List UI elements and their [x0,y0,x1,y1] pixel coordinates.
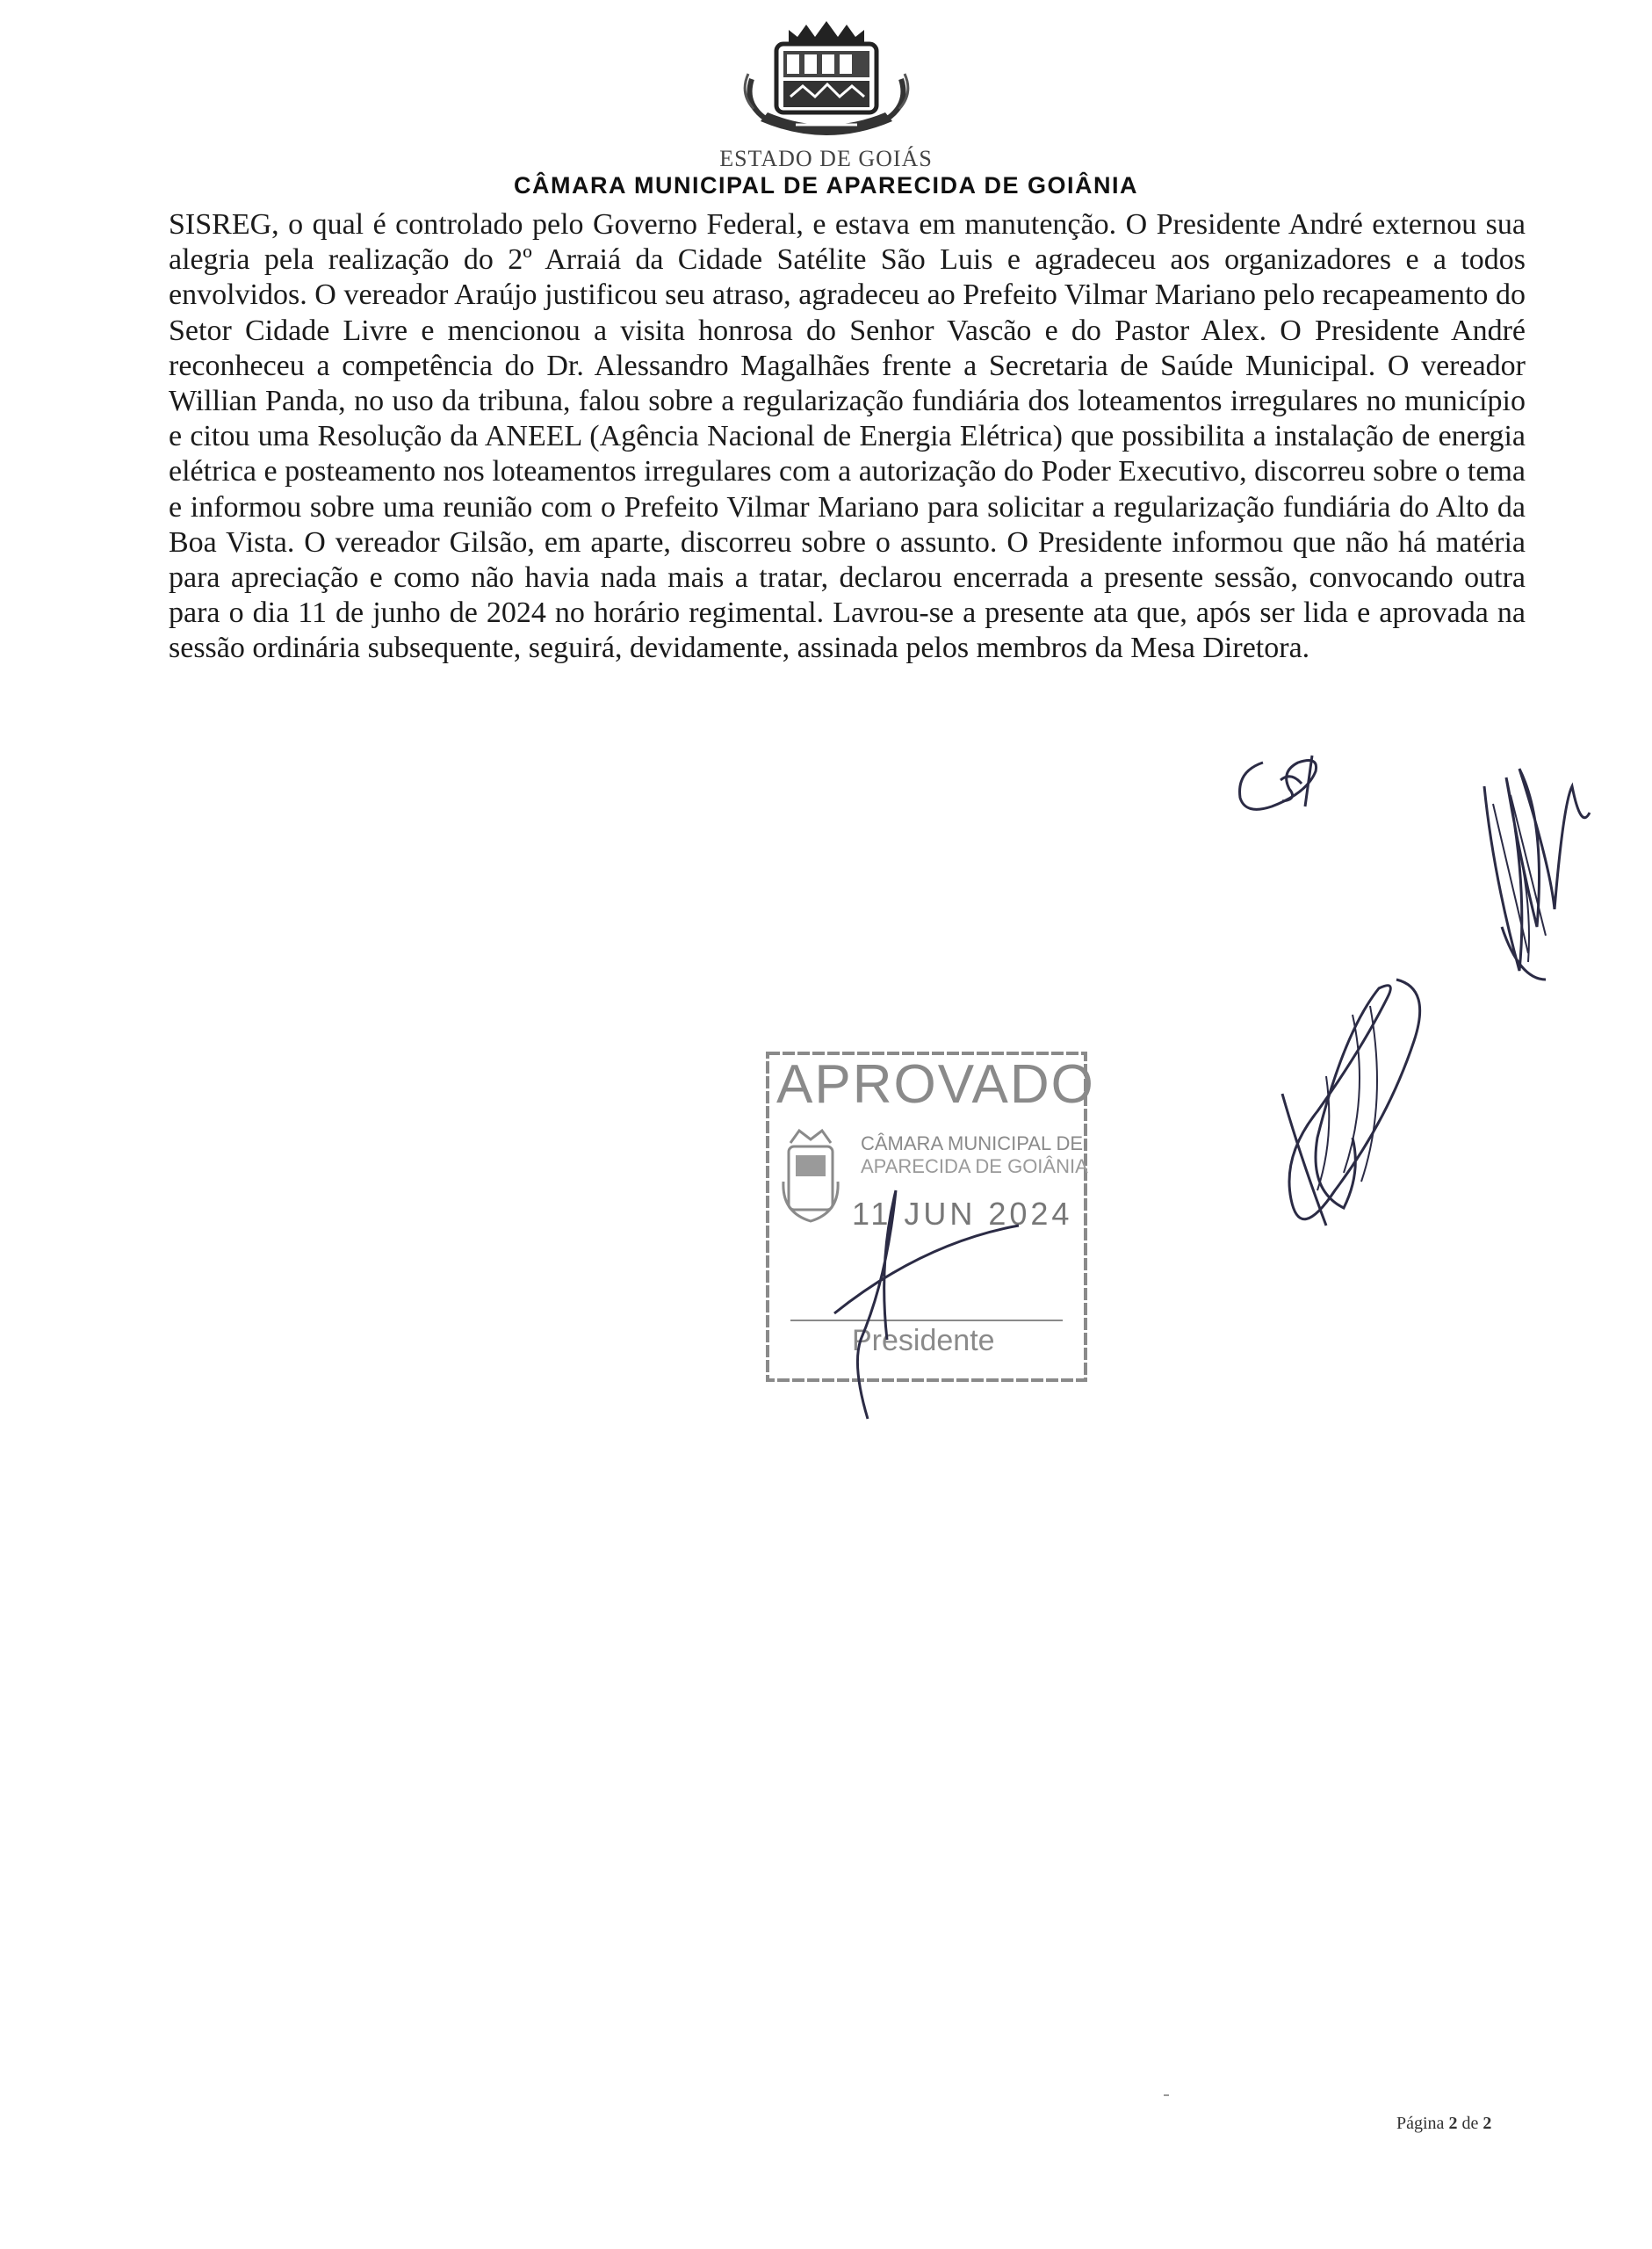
page-current: 2 [1448,2114,1458,2133]
stamp-org-line2: APARECIDA DE GOIÂNIA [861,1155,1088,1177]
signature-3 [1265,962,1440,1252]
chamber-name: CÂMARA MUNICIPAL DE APARECIDA DE GOIÂNIA [513,172,1138,199]
coat-of-arms-icon [734,18,919,149]
signature-2 [1467,751,1598,988]
signature-1 [1228,745,1333,824]
president-signature [764,1050,1089,1384]
stamp-title: APROVADO [776,1054,1095,1115]
stamp-org-line1: CÂMARA MUNICIPAL DE [861,1132,1084,1154]
approval-stamp [764,1050,1095,1384]
page-label: Página [1396,2114,1445,2133]
page-number [1396,2114,1491,2134]
scan-dot [1164,2094,1169,2096]
stamp-role: Presidente [852,1324,995,1357]
state-name: ESTADO DE GOIÁS [719,146,933,171]
stamp-date: 11 JUN 2024 [852,1196,1073,1232]
page-total: 2 [1482,2114,1492,2133]
page-sep: de [1461,2114,1479,2133]
minutes-body-text: SISREG, o qual é controlado pelo Governo Federal, e estava em manutenção. O Presidente André externou sua alegria pela realização do 2º Arraiá da Cidade Satélite São Luis e agradeceu aos organizadores e a todos envolvidos. O vereador Araújo justificou seu atraso, agradeceu ao Prefeito Vilmar Mariano pelo recapeamento do Setor Cidade Livre e mencionou a visita honrosa do Senhor Vascão e do Pastor Alex. O Presidente André reconheceu a competência do Dr. Alessandro Magalhães frente a Secretaria de Saúde Municipal. O vereador Willian Panda, no uso da tribuna, falou sobre a regularização fundiária dos loteamentos irregulares no município e citou uma Resolução da ANEEL (Agência Nacional de Energia Elétrica) que possibilita a instalação de energia elétrica e posteamento nos loteamentos irregulares com a autorização do Poder Executivo, discorreu sobre o tema e informou sobre uma reunião com o Prefeito Vilmar Mariano para solicitar a regularização fundiária do Alto da Boa Vista. O vereador Gilsão, em aparte, discorreu sobre o assunto. O Presidente informou que não há matéria para apreciação e como não havia nada mais a tratar, declarou encerrada a presente sessão, convocando outra para o dia 11 de junho de 2024 no horário regimental. Lavrou-se a presente ata que, após ser lida e aprovada na sessão ordinária subsequente, seguirá, devidamente, assinada pelos membros da Mesa Diretora. [169,208,1526,665]
